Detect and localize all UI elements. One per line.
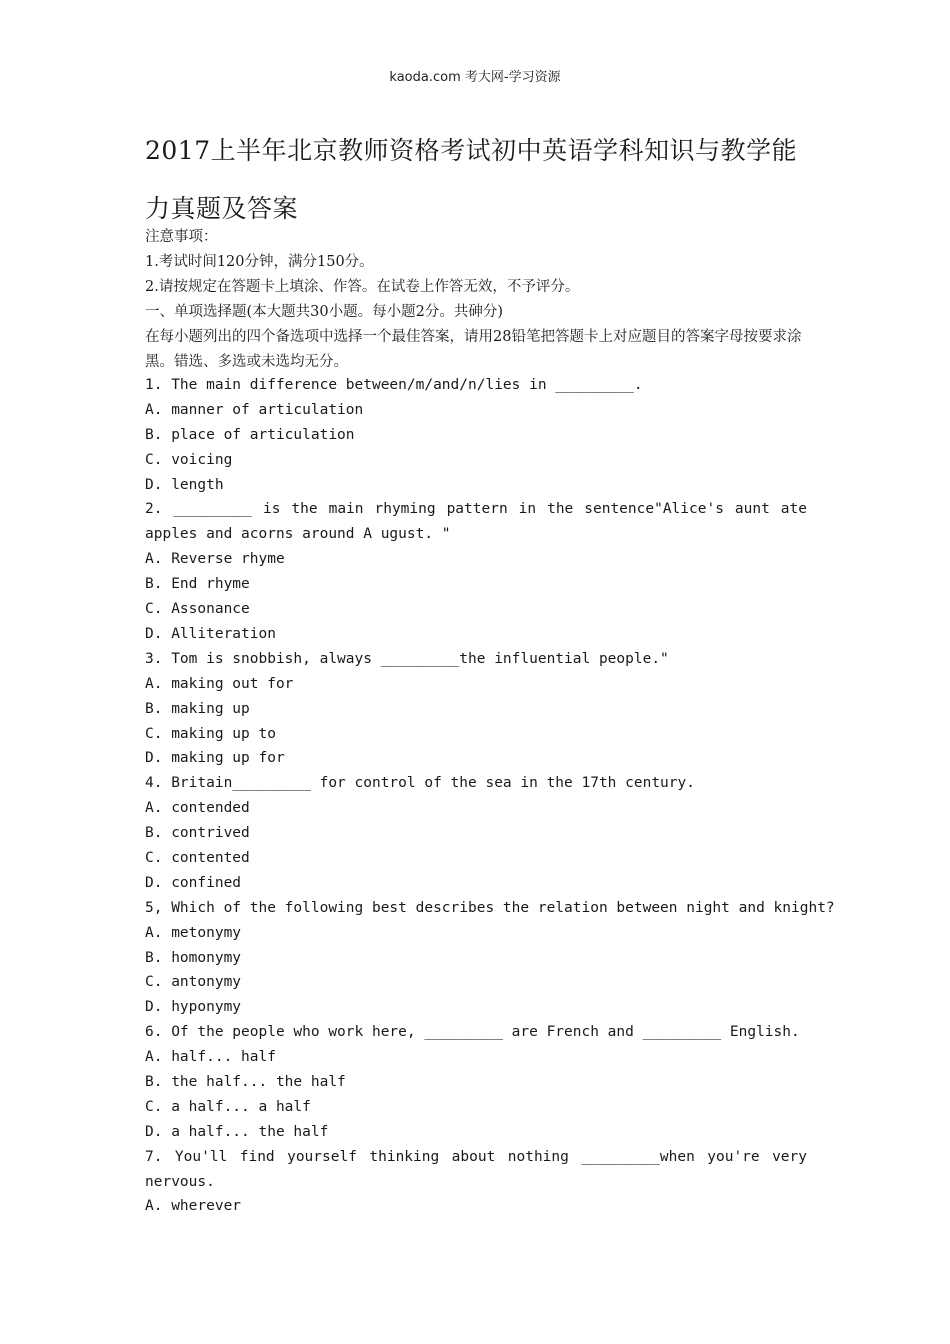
question-option: B. End rhyme [145,576,250,593]
question-option: D. hyponymy [145,999,242,1016]
question-option: A. manner of articulation [145,401,364,418]
question-stem: 3. Tom is snobbish, always _________the influential people." [145,650,669,667]
question-option: D. making up for [145,750,285,767]
question-option: C. making up to [145,725,276,742]
question-stem: 2. _________ is the main rhyming pattern in the sentence"Alice's aunt ate apples and acorns around A ugust. " [145,501,807,543]
question-option: C. antonymy [145,974,242,991]
question-option: D. confined [145,874,242,891]
notes-item-1: 1.考试时间120分钟，满分150分。 [145,254,374,270]
question-stem: 4. Britain_________ for control of the sea in the 17th century. [145,775,695,792]
question-option: C. a half... a half [145,1098,311,1115]
question-option: B. making up [145,700,250,717]
question-option: D. Alliteration [145,625,276,642]
question-stem: 6. Of the people who work here, _________ are French and _________ English. [145,1024,800,1041]
question-stem: 5, Which of the following best describes the relation between night and knight? [145,899,835,916]
document-title: 2017上半年北京教师资格考试初中英语学科知识与教学能力真题及答案 [145,136,798,223]
question-option: A. wherever [145,1198,242,1215]
section-heading: 一、单项选择题(本大题共30小题。每小题2分。共砷分) [145,304,503,320]
question-option: B. contrived [145,825,250,842]
section-instruction: 在每小题列出的四个备选项中选择一个最佳答案，请用28铅笔把答题卡上对应题目的答案字母按要求涂黑。错选、多选或未选均无分。 [145,329,802,370]
question-option: C. Assonance [145,601,250,618]
exam-notes [145,225,810,375]
notes-heading: 注意事项： [145,229,218,245]
question-option: D. length [145,476,224,493]
question-option: C. contented [145,849,250,866]
notes-item-2: 2.请按规定在答题卡上填涂、作答。在试卷上作答无效，不予评分。 [145,279,580,295]
question-option: B. place of articulation [145,426,355,443]
question-stem: 7. You'll find yourself thinking about nothing _________when you're very nervous. [145,1148,807,1190]
question-option: A. making out for [145,675,294,692]
question-stem: 1. The main difference between/m/and/n/lies in _________. [145,377,643,393]
question-option: A. half... half [145,1049,276,1066]
question-option: B. homonymy [145,949,242,966]
question-option: C. voicing [145,451,233,468]
question-option: A. metonymy [145,924,242,941]
question-option: A. contended [145,800,250,817]
page-header: kaoda.com 考大网-学习资源 [389,70,561,85]
question-option: A. Reverse rhyme [145,551,285,568]
question-option: B. the half... the half [145,1073,346,1090]
question-option: D. a half... the half [145,1123,329,1140]
question-list [145,373,835,1219]
